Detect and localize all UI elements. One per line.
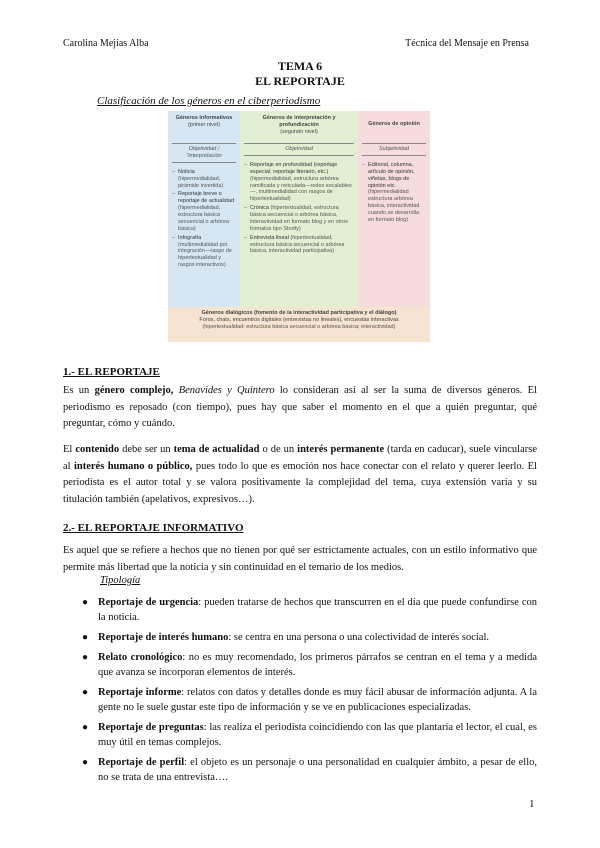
- column-interpretation: [240, 111, 358, 307]
- list-item: [172, 169, 236, 190]
- paragraph-reportaje-2: [63, 442, 537, 508]
- bullet-icon: ●: [82, 597, 89, 608]
- column-informative-level: (primer nivel): [187, 121, 221, 128]
- item-desc: (hipertextualidad, estructura básica secuencial o arbórea básica, interactividad en formato blog y en otros formatos tipo Storify): [250, 205, 348, 232]
- bold-term: tema de actualidad: [173, 444, 260, 455]
- list-item: [244, 235, 354, 256]
- bold-term: interés permanente: [297, 444, 385, 455]
- page-title: EL REPORTAJE: [255, 74, 345, 88]
- item-name: Noticia: [178, 168, 195, 175]
- column-opinion-criterion: Subjetividad: [362, 143, 426, 156]
- item-text: : el objeto es un personaje o una personalidad en cualquier ámbito, a pesar de ello, no se trata de una entrevista….: [98, 757, 537, 783]
- column-opinion-title: Géneros de opinión: [368, 121, 420, 127]
- text-run: El: [63, 444, 76, 455]
- section-heading-informativo: 2.- EL REPORTAJE INFORMATIVO: [63, 522, 244, 534]
- item-desc: (multimedialidad por integración—rasgo de hipertextualidad y rasgos interactivos): [178, 241, 232, 269]
- bullet-icon: ●: [82, 722, 89, 733]
- text-run: (tarda en caducar), suele vincularse al: [63, 444, 537, 472]
- list-item: [80, 685, 537, 715]
- list-item: [80, 650, 537, 680]
- italic-authors: Benavides y Quintero: [178, 385, 275, 396]
- column-interpretation-head: [244, 115, 354, 143]
- item-text: : se centra en una persona o una colectividad de interés social.: [228, 632, 490, 643]
- item-term: Reportaje de interés humano: [98, 632, 229, 643]
- dialogic-genres-band: [168, 307, 430, 342]
- column-interpretation-criterion: Objetividad: [244, 143, 354, 156]
- item-name: Crónica: [250, 205, 269, 212]
- item-term: Reportaje de perfil: [98, 757, 185, 768]
- item-term: Reportaje de urgencia: [98, 597, 199, 608]
- column-interpretation-level: (segundo nivel): [280, 128, 318, 135]
- item-name: Infografía: [178, 234, 202, 241]
- dialogic-formats: Foros, chats, encuentros digitales (entrevistas no lineales), encuestas interactivas: [199, 316, 399, 323]
- list-item: [362, 162, 426, 224]
- list-item: [172, 235, 236, 269]
- genres-classification-figure: [168, 111, 430, 342]
- dialogic-head: Géneros dialógicos (fomento de la interactividad participativa y el diálogo): [201, 310, 397, 316]
- typology-list: [80, 595, 537, 790]
- item-text: : no es muy recomendado, los primeros párrafos se centran en el tema y a medida que avanza se incorporan elementos de interés.: [98, 652, 537, 678]
- column-opinion: [358, 111, 430, 307]
- list-item: [80, 595, 537, 625]
- header-course: Técnica del Mensaje en Prensa: [405, 38, 529, 49]
- list-item: [172, 191, 236, 232]
- list-item: [80, 630, 537, 645]
- column-informative-head: [172, 115, 236, 143]
- item-desc: (hipermedialidad, estructura básica secuencial o arbórea básica): [178, 205, 230, 232]
- bold-term: contenido: [75, 444, 120, 455]
- text-run: debe ser un: [119, 444, 174, 455]
- bullet-icon: ●: [82, 757, 89, 768]
- column-opinion-head: [362, 115, 426, 143]
- paragraph-informativo: Es aquel que se refiere a hechos que no tienen por qué ser estrictamente actuales, con un estilo informativo que permite más libertad que la noticia y sin continuidad en el temario de los medios.: [63, 545, 537, 573]
- item-desc: (hipertextualidad, estructura básica secuencial o arbórea básica, interactividad participativa): [250, 234, 345, 255]
- bold-term: género complejo,: [94, 385, 174, 396]
- item-term: Relato cronológico: [98, 652, 183, 663]
- section-heading-reportaje: 1.- EL REPORTAJE: [63, 366, 160, 378]
- column-informative: [168, 111, 240, 307]
- column-interpretation-title: Géneros de interpretación y profundización: [262, 115, 336, 128]
- bullet-icon: ●: [82, 652, 89, 663]
- bold-term: interés humano o público,: [73, 460, 193, 472]
- item-name: Editorial, columna, artículo de opinión, viñetas, blogs de opinión etc.: [368, 161, 415, 189]
- text-run: pues todo lo que es emoción nos hace conectar con el relato y querer leerlo. El periodista es el autor total y se valora positivamente la complejidad del tema, cuya extensión varía y su titulación también (apelativos, expresivos…).: [63, 460, 538, 505]
- figure-caption: Clasificación de los géneros en el ciberperiodismo: [97, 95, 321, 107]
- column-informative-criterion: Objetividad / "interpretación: [172, 143, 236, 163]
- item-desc: (hipermedialidad estructura arbórea básica, interactividad cuando se desarrolla en formato blog): [368, 189, 420, 223]
- item-desc: (hipermedialidad, estructura arbórea ramificada y reticulada—redes escalables—, multimedialidad con rasgos de hipertextualidad): [250, 175, 352, 203]
- typology-label: Tipología: [100, 575, 141, 586]
- item-term: Reportaje informe: [98, 687, 182, 698]
- item-text: : relatos con datos y detalles donde es muy fácil abusar de información adjunta. A la gente no le suele gustar este tipo de información y se ve en publicaciones especializadas.: [98, 687, 538, 713]
- bullet-icon: ●: [82, 632, 89, 643]
- item-name: Reportaje breve o reportaje de actualidad: [178, 191, 234, 205]
- list-item: [80, 720, 537, 750]
- list-item: [244, 205, 354, 233]
- dialogic-features: (hipertextualidad: estructura básica secuencial o arbórea básica; interactividad): [202, 323, 396, 330]
- item-text: : las realiza el periodista coincidiendo con las que plantaría el lector, el cual, es muy útil en temas complejos.: [98, 722, 537, 748]
- column-informative-title: Géneros informativos: [175, 115, 233, 121]
- item-text: : pueden tratarse de hechos que transcurren en el día que puede confundirse con la noticia.: [98, 597, 537, 623]
- paragraph-reportaje-1: [63, 383, 537, 433]
- item-name: Reportaje en profundidad (reportaje especial, reportaje literario, etc.): [250, 161, 338, 175]
- topic-number: TEMA 6: [277, 59, 323, 73]
- item-name: Entrevista lineal: [250, 234, 289, 241]
- list-item: [244, 162, 354, 203]
- header-author: Carolina Mejías Alba: [63, 38, 149, 49]
- list-item: [80, 755, 537, 785]
- item-desc: (hipermedialidad, pirámide invertida): [178, 175, 224, 189]
- page-number: 1: [529, 798, 535, 810]
- item-term: Reportaje de preguntas: [98, 722, 204, 733]
- text-run: o de un: [259, 444, 298, 455]
- text-run: lo consideran así al ser la suma de diversos géneros. El periodismo es reposado (con tiempo), pues hay que saber el momento en el que a quién preguntar, qué preguntar, cómo y cuándo.: [63, 385, 538, 430]
- bullet-icon: ●: [82, 687, 89, 698]
- text-run: Es un: [63, 385, 95, 396]
